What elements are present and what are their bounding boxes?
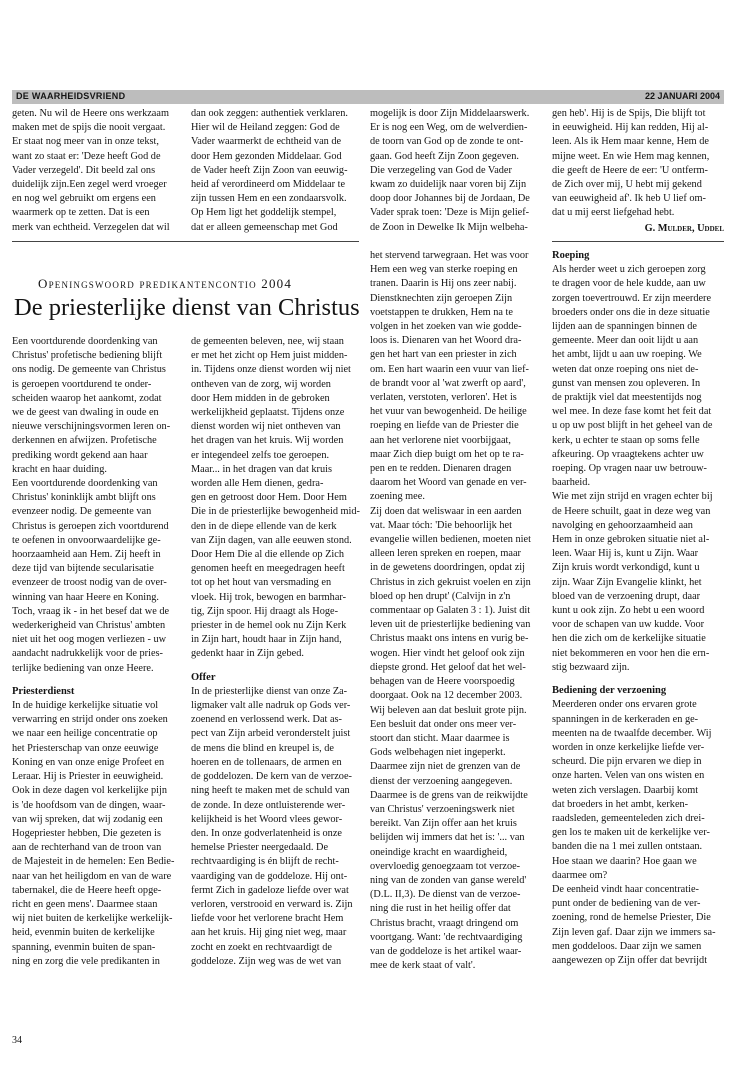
text-line: de Zoon in Dewelke Ik Mijn welbeha- [370, 221, 528, 233]
text-line: priester in de hemel ook nu Zijn Kerk [191, 620, 347, 632]
text-line: broeders onder ons die in deze situatie [552, 306, 710, 318]
text-line: aan het verlorene niet voorbijgaat, [370, 434, 511, 446]
text-line: Leraar. Hij is Priester in eeuwigheid. [12, 771, 164, 783]
heading-roeping: Roeping [552, 250, 590, 261]
text-line: genomen heeft en meegedragen heeft [191, 563, 345, 575]
text-line: weten dat onze roeping ons niet de- [552, 363, 699, 375]
text-line: pen en te redden. Dienaren dragen [370, 463, 512, 475]
text-line: werkelijkheid geplaatst. Tijdens onze [191, 407, 345, 419]
text-line: maar Zich diep buigt om het op te ra- [370, 448, 524, 460]
text-line: het stervend tarwegraan. Het was voor [370, 250, 529, 261]
text-line: hemelse Priester neergedaald. De [191, 842, 329, 854]
text-line: hen die zich om de kerkelijke situatie [552, 633, 706, 645]
text-line: in Zijn hart, houdt haar in Zijn hand, [191, 634, 342, 646]
text-line: te dragen voor de hele kudde, aan uw [552, 278, 706, 290]
text-line: de gemeenten beleven, nee, wij staan [191, 336, 344, 347]
text-line: kelijkheid is het Woord vlees gewor- [191, 813, 343, 825]
text-line: verwarring en strijd onder ons zoeken [12, 714, 168, 726]
text-line: winning van haar Heere en Koning. [12, 591, 159, 603]
text-line: gen heb'. Hij is de Spijs, Die blijft tot [552, 108, 706, 119]
text-line: ontheven van de zorg, wij worden [191, 378, 331, 390]
text-line: leen. Waar Hij is, kunt u Zijn. Waar [552, 548, 699, 560]
offer-text [191, 685, 363, 969]
heading-bediening: Bediening der verzoening [552, 685, 667, 697]
page-number: 34 [12, 1035, 22, 1046]
text-line: mee de kerk staat of valt'. [370, 960, 476, 972]
text-line: de goddelozen. De kern van de verzoe- [191, 771, 352, 783]
text-line: Christus' profetische bediening blijft [12, 350, 163, 362]
text-line: De eenheid vindt haar concentratie- [552, 883, 699, 895]
article-kicker: Openingswoord predikantencontio 2004 [38, 276, 293, 291]
text-line: spanningen in de kerkeraden en ge- [552, 713, 699, 725]
intro-text [12, 335, 184, 676]
top-column-2 [191, 107, 361, 235]
text-line: In de huidige kerkelijke situatie vol [12, 700, 159, 712]
text-line: bereikt. Van Zijn offer aan het kruis [370, 818, 517, 830]
text-line: is 'de hoofdsom van de dingen, waar- [12, 799, 166, 811]
text-line: kunt u ook zijn. Zo hebt u een woord [552, 605, 705, 617]
publication-name: DE WAARHEIDSVRIEND [16, 91, 126, 101]
text-line: dienst worden wij niet ontheven van [191, 421, 341, 433]
text-line: gen het hart van een priester in zich [370, 349, 517, 361]
text-line: van Christus' verzoeningswerk niet [370, 803, 515, 815]
section-divider-right [552, 241, 724, 242]
text-line: banden die na 1 mei zullen ontstaan. [552, 841, 703, 853]
top-column-4-text [552, 107, 724, 221]
text-line: de Vader heeft Zijn Zoon van eeuwig- [191, 164, 348, 176]
text-line: Christus' koninklijk ambt blijft ons [12, 492, 156, 504]
text-line: overvloedig genoegzaam tot verzoe- [370, 860, 521, 872]
text-line: stoort dan sticht. Maar daarmee is [370, 732, 510, 744]
text-line: gedenkt haar in Zijn gebed. [191, 648, 304, 660]
text-line: Christus bracht, vraagt dringend om [370, 917, 519, 929]
text-line: Gods welbehagen niet ingeperkt. [370, 747, 506, 759]
text-line: In de priesterlijke dienst van onze Za- [191, 685, 348, 697]
text-line: hoeren en de tollenaars, de armen en [191, 756, 342, 768]
text-line: er integendeel zelfs toe geroepen. [191, 449, 330, 461]
text-line: is geroepen voortdurend te onder- [12, 378, 152, 390]
text-line: Christus is geroepen zich voortdurend [12, 520, 169, 532]
text-line: we de geest van dwaling in oude en [12, 407, 159, 419]
text-line: afkeuring. Op vraagtekens achter uw [552, 448, 704, 460]
text-line: tot op het hout van versmading en [191, 577, 332, 589]
text-line: de Heere schuilt, gaat in deze weg van [552, 505, 711, 517]
text-line: Die in de priesterlijke bewogenheid mid- [191, 506, 360, 518]
roeping-text [552, 263, 724, 675]
column-2-text [191, 335, 363, 662]
text-line: zoening, rond de hemelse Priester, Die [552, 912, 711, 924]
text-line: die geeft de Heere de eer: 'U ontferm- [552, 164, 708, 176]
text-line: tabernakel, die de Heere heeft opge- [12, 884, 162, 896]
text-line: van Zijn dagen, van alle eeuwen stond. [191, 534, 352, 546]
text-line: leen. Als ik Hem maar kenne, Hem de [552, 136, 709, 148]
text-line: er met het zicht op Hem juist midden- [191, 350, 348, 362]
text-line: doorgaat. Ook na 12 december 2003. [370, 690, 523, 702]
text-line: behagen van de Heere voorspoedig [370, 676, 515, 688]
text-line: evangelie willen bedienen, moeten niet [370, 534, 531, 546]
text-line: hoorzaamheid aan Hem. Zij heeft in [12, 549, 161, 561]
text-line: Hoe staan we daarin? Hoe gaan we [552, 855, 697, 867]
text-line: in eeuwigheid. Hij kan redden, Hij al- [552, 122, 709, 134]
text-line: belijden wij immers dat het is: '... van [370, 832, 525, 844]
text-line: worden in onze kerkelijke liefde ver- [552, 741, 705, 753]
text-line: Daarmee is de grens van de reikwijdte [370, 789, 528, 801]
text-line: Daarmee zijn niet de grenzen van de [370, 761, 521, 773]
text-line: lijden aan de spanningen binnen de [552, 321, 697, 333]
text-line: daarmee om? [552, 869, 608, 881]
text-line: dat er alleen gemeenschap met God [191, 221, 338, 233]
text-line: het dragen van het kruis. Wij worden [191, 435, 344, 447]
text-line: gunst van mensen zou opleveren. In [552, 377, 701, 389]
text-line: nieuwe verschijningsvormen leren on- [12, 421, 171, 433]
text-line: kwam zo duidelijk naar voren bij Zijn [370, 179, 527, 191]
text-line: heid, evenmin buiten de kerkelijke [12, 927, 155, 939]
text-line: voor de schapen van uw kudde. Voor [552, 619, 705, 631]
text-line: Koning en van onze enige Profeet en [12, 756, 165, 768]
text-line: bloed van de verzoening drupt, daar [552, 590, 701, 602]
top-column-1 [12, 107, 182, 235]
text-line: kerk, u echter te staan op soms felle [552, 434, 700, 446]
text-line: goddeloze. Zijn weg was de wet van [191, 955, 342, 967]
text-line: Als herder weet u zich geroepen zorg [552, 264, 706, 276]
text-line: de toorn van God op de zonde te ont- [370, 136, 524, 148]
text-line: Vader waarmerkt de echtheid van de [191, 136, 342, 148]
text-line: voortgang. Want: 'de rechtvaardiging [370, 931, 523, 943]
top-column-4 [552, 107, 724, 236]
text-line: vloek. Hij trok, bewogen en barmhar- [191, 591, 347, 603]
text-line: in. Tijdens onze dienst worden wij niet [191, 364, 351, 376]
text-line: niet uit het oog mogen verliezen - uw [12, 634, 167, 646]
text-line: Hem in onze gebroken situatie niet al- [552, 534, 710, 546]
bediening-text [552, 698, 724, 968]
text-line: zocht en zoekt en rechtvaardigt de [191, 941, 332, 953]
text-line: vaardiging van de goddeloze. Hij ont- [191, 870, 348, 882]
text-line: Zijn kruis wordt verkondigd, kunt u [552, 562, 700, 574]
author-signature: G. Mulder, Uddel [644, 222, 724, 234]
text-line: Een besluit dat onder ons meer ver- [370, 718, 517, 730]
text-line: dan ook zeggen: authentiek verklaren. [191, 108, 348, 119]
text-line: raadsleden, gemeenteleden zich drei- [552, 812, 705, 824]
text-line: zorgen toevertrouwd. Er zijn meerdere [552, 292, 712, 304]
text-line: tranen. Daarin is Hij ons zeer nabij. [370, 278, 517, 290]
text-line: Er staat nog meer van in onze tekst, [12, 136, 159, 148]
text-line: in de gewetens doordringen, opdat zij [370, 562, 525, 574]
text-line: navolging en gehoorzaamheid aan [552, 519, 693, 531]
text-line: worden alle Hem dienen, gedra- [191, 478, 324, 490]
text-line: door Hem gezonden Middelaar. God [191, 150, 342, 162]
text-line: voetstappen te drukken, Hem na te [370, 306, 513, 318]
text-line: Zij doen dat weliswaar in een aarden [370, 505, 522, 517]
text-line: kracht en haar duiding. [12, 463, 107, 475]
text-line: de praktijk viel dat meestentijds nog [552, 392, 702, 404]
text-line: stig bezwaard zijn. [552, 661, 630, 673]
text-line: Meerderen onder ons ervaren grote [552, 699, 697, 711]
text-line: mogelijk is door Zijn Middelaarswerk. [370, 108, 530, 119]
text-line: (D.L. II,3). De dienst van de verzoe- [370, 889, 521, 901]
text-line: de zonde. In deze ontluisterende wer- [191, 799, 346, 811]
text-line: en nog wel gebruikt om ergens een [12, 193, 156, 205]
text-line: heid af verordineerd om Middelaar te [191, 179, 346, 191]
text-line: wogen. Hier vindt het geloof ook zijn [370, 647, 525, 659]
text-line: Vader verzegeld'. Dit beeld zal ons [12, 164, 156, 176]
text-line: wel mee. In deze fase komt het feit dat [552, 406, 712, 418]
text-line: volgen in het zoeken van wie godde- [370, 321, 522, 333]
text-line: het vuur van bewogenheid. De heilige [370, 406, 527, 418]
text-line: onze harten. Velen van ons wisten en [552, 770, 705, 782]
text-line: dat broeders in het ambt, kerken- [552, 798, 689, 810]
text-line: door Hem midden in de gebroken [191, 392, 330, 404]
text-line: Maar... in het dragen van dat kruis [191, 463, 332, 475]
text-line: men goddeloos. Daar zijn we samen [552, 940, 702, 952]
text-line: Zijn leven gaf. Daar zijn we immers sa- [552, 926, 716, 938]
article-title: De priesterlijke dienst van Christus [14, 294, 360, 321]
text-line: liefde voor het verlorene bracht Hem [191, 913, 344, 925]
text-line: mijne weet. En wie Hem mag kennen, [552, 150, 710, 162]
text-line: Wij beleven aan dat besluit grote pijn. [370, 704, 527, 716]
text-line: meenten na de twaalfde december. Wij [552, 727, 712, 739]
text-line: Hogepriester hebben, Die gezeten is [12, 827, 161, 839]
text-line: baarheid. [552, 477, 591, 489]
text-line: Door Hem Die al die ellende op Zich [191, 549, 344, 561]
text-line: derkennen en afwijzen. Profetische [12, 435, 157, 447]
text-line: u op uw post blijft in het geheel van de [552, 420, 713, 432]
article-column-2 [191, 335, 363, 969]
text-line: naar van het heiligdom en van de ware [12, 870, 172, 882]
text-line: Een voortdurende doordenking van [12, 478, 158, 490]
text-line: we naar een heilige concentratie op [12, 728, 158, 740]
text-line: richt en geen mens'. Daarmee staan [12, 898, 158, 910]
text-line: spanning, evenmin buiten de span- [12, 941, 156, 953]
text-line: te oefenen in onvoorwaardelijke ge- [12, 534, 161, 546]
text-line: deze tijd van bijtende secularisatie [12, 563, 154, 575]
text-line: ning die rust in het heilig offer dat [370, 903, 511, 915]
text-line: prediking wordt gekend aan haar [12, 449, 148, 461]
text-line: daarom het Woord van genade en ver- [370, 477, 527, 489]
text-line: Dienstknechten zijn geroepen Zijn [370, 292, 513, 304]
text-line: commentaar op Galaten 3 : 1). Juist dit [370, 605, 531, 617]
text-line: rechtvaardiging is én blijft de recht- [191, 856, 339, 868]
text-line: zijn tussen Hem en een zondaarsvolk. [191, 193, 347, 205]
heading-priesterdienst: Priesterdienst [12, 685, 75, 697]
text-line: roeping. Op vragen naar uw betrouw- [552, 463, 707, 475]
text-line: leven uit de priesterlijke bediening van [370, 619, 531, 631]
text-line: zoenend en verlossend werk. Dat as- [191, 714, 342, 726]
text-line: duidelijk zijn.Een zegel werd vroeger [12, 179, 167, 191]
text-line: Vader sprak toen: 'Deze is Mijn gelief- [370, 207, 530, 219]
text-line: Er is nog een Weg, om de welverdien- [370, 122, 528, 134]
text-line: geten. Nu wil de Heere ons werkzaam [12, 108, 169, 119]
text-line: den. In onze godverlatenheid is onze [191, 827, 342, 839]
text-line: dienst der verzoening aangegeven. [370, 775, 513, 787]
heading-offer: Offer [191, 671, 216, 683]
article-column-3 [370, 249, 542, 973]
text-line: ning heeft te maken met de schuld van [191, 785, 350, 797]
text-line: niet bekommeren en voor hen die ern- [552, 647, 710, 659]
text-line: merk van echtheid. Verzegelen dat wil [12, 221, 170, 233]
text-line: Ook in deze dagen vol kerkelijke pijn [12, 785, 167, 797]
text-line: evenzeer de troost nodig van de over- [12, 577, 167, 589]
text-line: want zo staat er: 'Deze heeft God de [12, 150, 161, 162]
text-line: tig, Zijn spoor. Hij draagt als Hoge- [191, 605, 338, 617]
text-line: gen en getroost door Hem. Door Hem [191, 492, 347, 504]
text-line: aan het kruis. Hij ging niet weg, maar [191, 927, 347, 939]
section-divider-left [12, 241, 359, 242]
text-line: de Zich over mij, U hebt mij gekend [552, 179, 702, 191]
text-line: het Priesterschap van onze eeuwige [12, 742, 159, 754]
text-line: zijn. Waar Zijn Evangelie klinkt, het [552, 576, 702, 588]
top-column-3 [370, 107, 542, 235]
text-line: ons nodig. De gemeente van Christus [12, 364, 166, 376]
text-line: aangewezen op Zijn offer dat bevrijdt [552, 954, 708, 966]
text-line: Op Hem ligt het goddelijk stempel, [191, 207, 337, 219]
article-column-4 [552, 249, 724, 968]
text-line: zoening mee. [370, 491, 425, 503]
text-line: Een voortdurende doordenking van [12, 336, 158, 347]
text-line: Toch, vraag ik - in het besef dat we de [12, 605, 170, 617]
text-line: Christus maakt ons intens en vurig be- [370, 633, 529, 645]
text-line: de Majesteit in de hemelen: Een Bedie- [12, 856, 175, 868]
text-line: pect van Zijn arbeid veronderstelt juist [191, 728, 351, 740]
text-line: roeping en liefde van de Priester die [370, 420, 519, 432]
text-line: alleen leren spreken en roepen, maar [370, 548, 521, 560]
text-line: verloren, verstrooid en verward is. Zijn [191, 898, 353, 910]
text-line: Hier wil de Heiland zeggen: God de [191, 122, 340, 134]
text-line: punt onder de bediening van de ver- [552, 898, 701, 910]
text-line: van de goddeloze is het artikel waar- [370, 945, 522, 957]
text-line: weten zich verslagen. Daarbij komt [552, 784, 699, 796]
text-line: Wie met zijn strijd en vragen echter bij [552, 491, 713, 503]
text-line: diepste grond. Het geloof dat het wel- [370, 661, 526, 673]
text-line: het ambt, lijdt u aan uw roeping. We [552, 349, 702, 361]
text-line: fermt Zich in gadeloze liefde over wat [191, 884, 349, 896]
text-line: evenzeer nodig. De gemeente van [12, 506, 152, 518]
text-line: Hem een weg van sterke roeping en [370, 264, 518, 276]
issue-date: 22 JANUARI 2004 [644, 91, 720, 101]
text-line: oneindige kracht en waardigheid, [370, 846, 508, 858]
text-line: vat. Maar tóch: 'Die behoorlijk het [370, 519, 512, 531]
text-line: de mens die blind en kreupel is, de [191, 742, 334, 754]
text-line: gen los te maken uit de kerkelijke ver- [552, 827, 710, 839]
text-line: Christus in zich gekruist voelen en zijn [370, 576, 531, 588]
priesterdienst-text [12, 699, 184, 969]
text-line: loos is. Dienaren van het Woord dra- [370, 335, 522, 347]
text-line: wederkerigheid van Christus' ambten [12, 620, 166, 632]
text-line: waarmerk op te zetten. Dat is een [12, 207, 150, 219]
text-line: Die verzegeling van God de Vader [370, 164, 512, 176]
text-line: de brandt voor al 'wat zwerft op aard', [370, 377, 526, 389]
article-column-1 [12, 335, 184, 969]
text-line: dat u mij eerst liefgehad hebt. [552, 207, 675, 219]
text-line: maken met de spijs die nooit vergaat. [12, 122, 166, 134]
text-line: ning en zorg die vele predikanten in [12, 955, 160, 967]
text-line: bloed op hen drupt' (Calvijn in z'n [370, 590, 511, 602]
running-header [12, 90, 724, 104]
text-line: van eeuwigheid af'. Ik heb U lief om- [552, 193, 706, 205]
text-line: ligmaker valt alle nadruk op Gods ver- [191, 700, 351, 712]
text-line: scheurd. Die pijn ervaren we diep in [552, 756, 702, 768]
text-line: wij niet buiten de kerkelijke werkelijk- [12, 913, 173, 925]
text-line: gaan. God heeft Zijn Zoon gegeven. [370, 150, 519, 162]
text-line: aandacht nadrukkelijk voor de pries- [12, 648, 163, 660]
text-line: aan de rechterhand van de troon van [12, 842, 162, 854]
text-line: scheiden waarop het aankomt, zodat [12, 392, 162, 404]
text-line: doop door Johannes bij de Jordaan, De [370, 193, 530, 205]
text-line: den in de diepe ellende van de kerk [191, 520, 337, 532]
text-line: van wij spreken, dat wij zodanig een [12, 813, 163, 825]
text-line: om. Een hart waarin een vuur van lief- [370, 363, 529, 375]
text-line: verlaten, verstoten, verloren'. Het is [370, 392, 517, 404]
text-line: gemeente. Meer dan ooit lijdt u aan [552, 335, 699, 347]
text-line: ning van de zonden van ganse wereld' [370, 874, 527, 886]
text-line: terlijke bediening van onze Heere. [12, 662, 154, 674]
